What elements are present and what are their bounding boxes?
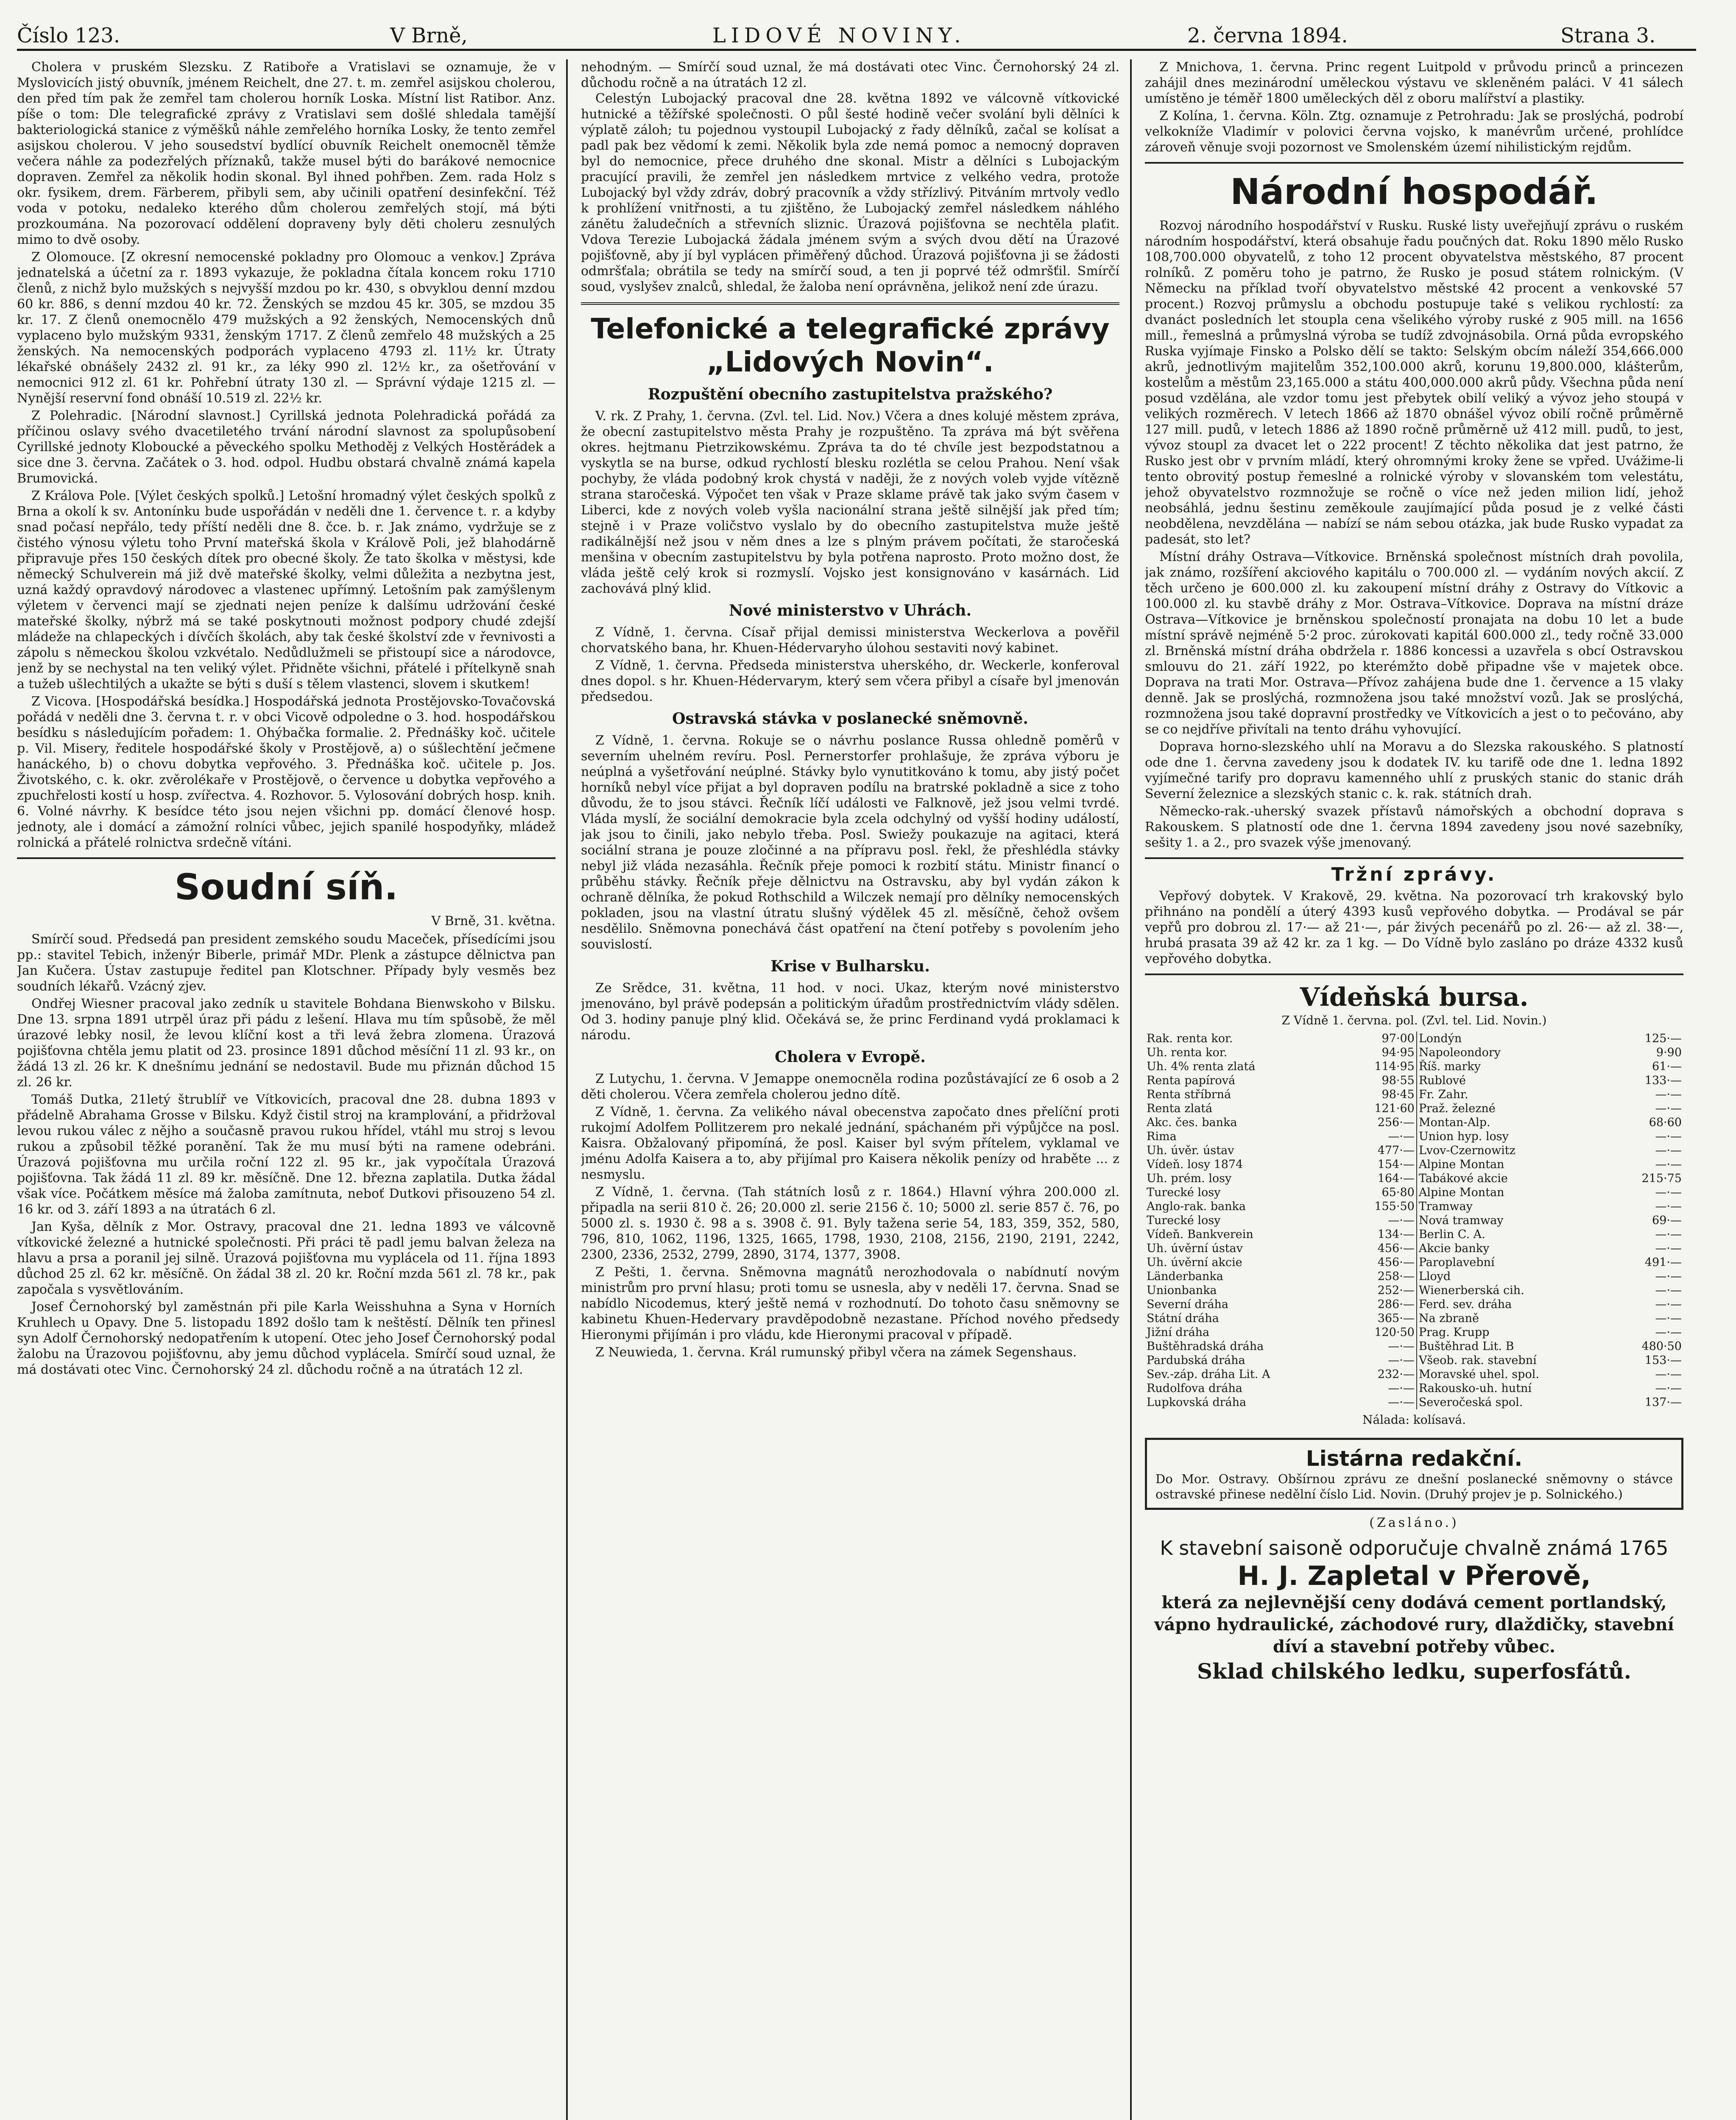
column-1 <box>17 59 555 2120</box>
stock-name: Vídeň. losy 1874 <box>1147 1158 1243 1171</box>
section-divider <box>1145 857 1683 859</box>
stock-price: 252·— <box>1347 1283 1417 1297</box>
stock-name: Tramway <box>1418 1200 1473 1213</box>
stock-row <box>1145 1353 1683 1367</box>
stock-name: Berlin C. A. <box>1418 1228 1485 1241</box>
advertisement-text: která za nejlevnější ceny dodává cement portlandský, vápno hydraulické, záchodové rury, dlaždičky, stavební díví a stavební potřeby vůbec. <box>1154 1593 1674 1657</box>
stock-name: Rakousko-uh. hutní <box>1418 1382 1532 1395</box>
page-number: Strana 3. <box>1560 24 1656 47</box>
section-divider <box>581 302 1119 305</box>
stock-row <box>1145 1395 1683 1409</box>
economy-article-coal: Doprava horno-slezského uhlí na Moravu a do Slezska rakouského. S platností ode dne 1. června zavedeny jsou k dodatek IV. ku tarifě ode dne 1. ledna 1892 vyjímečné tarify pro dopravu kamenného uhlí z pruských stanic do stanic dráh Severní železnice a slezských stanic c. k. rak. státních drah. <box>1145 739 1683 801</box>
court-article: Ondřej Wiesner pracoval jako zedník u stavitele Bohdana Bienwskoho v Bilsku. Dne 13. srpna 1891 utrpěl úraz při pádu z lešení. Hlava mu tím spůsobě, že měl úrazové lebky nosil, že levou klíční kost a tři levá žebra zlomena. Úrazová pojišťovna chtěla jemu platit od 23. prosince 1891 důchod měsíční 11 zl. 93 kr., on žádá 13 zl. 26 kr. K dnešnímu jednání se nedostavil. Bude mu přiznán důchod 15 zl. 26 kr. <box>17 996 555 1090</box>
stock-price: —·— <box>1655 1200 1682 1213</box>
section-divider <box>17 857 555 859</box>
stock-row <box>1145 1339 1683 1353</box>
stock-row <box>1145 1283 1683 1297</box>
headline-bulgaria: Krise v Bulharsku. <box>770 957 930 975</box>
stock-row <box>1145 1297 1683 1311</box>
stock-row <box>1145 1116 1683 1130</box>
stock-name: Akcie banky <box>1418 1242 1490 1255</box>
stock-name: Napoleondory <box>1418 1046 1501 1059</box>
issue-date: 2. června 1894. <box>1187 24 1348 47</box>
stock-price: 232·— <box>1347 1367 1417 1381</box>
stock-price: 477·— <box>1347 1144 1417 1158</box>
stock-name: Pardubská dráha <box>1147 1354 1245 1367</box>
court-article: Josef Černohorský byl zaměstnán při pile Karla Weisshuhna a Syna v Horních Kruhlech u Opavy. Dne 5. listopadu 1892 došlo tam k neštěstí. Dělník ten přinesl syn Adolf Černohorský nedopatřením k utopení. Otec jeho Josef Černohorský podal žalobu na Úrazovou pojišťovnu, aby jemu důchod vyplácela. Smírčí soud uznal, že má dostávati otec Vinc. Černohorský 24 zl. důchodu ročně a na útratách 12 zl. <box>17 1300 555 1377</box>
stock-name: Praž. železné <box>1418 1102 1496 1115</box>
article-continuation: nehodným. — Smírčí soud uznal, že má dostávati otec Vinc. Černohorský 24 zl. důchodu ročně a na útratách 12 zl. <box>581 60 1119 90</box>
stock-name: Uh. úvěrní akcie <box>1147 1256 1242 1269</box>
stock-name: Lupkovská dráha <box>1147 1396 1247 1409</box>
stock-name: Rublové <box>1418 1074 1466 1087</box>
stock-price: 134·— <box>1347 1227 1417 1241</box>
stock-price: —·— <box>1347 1353 1417 1367</box>
stock-price: —·— <box>1655 1158 1682 1171</box>
stock-row <box>1145 1186 1683 1199</box>
stock-name: Rudolfova dráha <box>1147 1382 1242 1395</box>
stock-price: —·— <box>1655 1228 1682 1241</box>
stock-price: 68·60 <box>1649 1116 1682 1129</box>
headline-ostrava-strike: Ostravská stávka v poslanecké sněmovně. <box>672 710 1028 728</box>
stock-row <box>1145 1367 1683 1381</box>
headline-prague: Rozpuštění obecního zastupitelstva pražského? <box>648 385 1053 403</box>
stock-name: Rak. renta kor. <box>1147 1032 1233 1045</box>
stock-price: 491·— <box>1644 1256 1682 1269</box>
mailbox-title: Listárna redakční. <box>1306 1446 1523 1471</box>
column-divider <box>566 59 568 2120</box>
stock-price: 114·95 <box>1347 1060 1417 1074</box>
stock-price: 133·— <box>1644 1074 1682 1087</box>
stock-price: 153·— <box>1644 1354 1682 1367</box>
stock-price: 97·00 <box>1347 1032 1417 1046</box>
telegram-cologne: Z Kolína, 1. června. Köln. Ztg. oznamuje z Petrohradu: Jak se proslýchá, podrobí velkokníže Vladimír v polovici června vojsko, k manévrům určené, prohlídce zároveň věnuje svoji pozornost ve Smolenském území nihilistickým rejdům. <box>1145 109 1683 155</box>
headline-hungary: Nové ministerstvo v Uhrách. <box>729 602 971 619</box>
stock-price: 456·— <box>1347 1255 1417 1269</box>
stock-price: —·— <box>1347 1213 1417 1227</box>
stock-row <box>1145 1241 1683 1255</box>
stock-price: —·— <box>1655 1242 1682 1255</box>
market-report: Vepřový dobytek. V Krakově, 29. května. Na pozorovací trh krakovský bylo přihnáno na pondělí a úterý 4393 kusů vepřového dobytka. — Prodával se pár vepřů pro dobrou zl. 17·— až 21·—, pár živých pecenářů po zl. 26·— až zl. 38·—, hrubá prasata 39 až 42 kr. za 1 kg. — Do Vídně bylo zasláno po dráze 4332 kusů vepřového dobytka. <box>1145 889 1683 966</box>
stock-price: 155·50 <box>1347 1199 1417 1213</box>
telegram-prague: V. rk. Z Prahy, 1. června. (Zvl. tel. Lid. Nov.) Včera a dnes kolujé městem zpráva, že obecní zastupitelstvo města Prahy je rozpuštěno. Ta zpráva má být svěřena okres. hejtmanu Pietrzikowskému. Zpráva ta do té chvíle jest bezpodstatnou a vyskytla se na burse, odkud rychlostí blesku rozlétla se celou Prahou. Není však pochyby, že vláda podobný krok chystá v naději, že z nových voleb vyjde vítězně strana staročeská. Výpočet ten však v Praze sklame právě tak jako svým časem v Liberci, kde z nových voleb vyšla nacionální strana ještě silnější jak před tím; stejně i v Praze voličstvo vyslalo by do obecního zastupitelstva muže ještě radikálnější než jsou v něm dnes a lze s plným právem počítati, že staročeská menšina v obecním zastupitelstvu by byla potřena naprosto. Proto možno dost, že vláda ještě celý krok si rozmyslí. Vojsko jest konsignováno v kasárnách. Lid zachovává plný klid. <box>581 409 1119 596</box>
market-mood: Nálada: kolísavá. <box>1362 1413 1466 1427</box>
stock-name: Renta stříbrná <box>1147 1088 1231 1101</box>
stock-price: —·— <box>1655 1326 1682 1339</box>
advertisement-intro: K stavební saisoně odporučuje chvalně známá 1765 <box>1160 1537 1669 1559</box>
stock-name: Prag. Krupp <box>1418 1326 1490 1339</box>
stock-price: 215·75 <box>1641 1172 1682 1185</box>
stock-row <box>1145 1144 1683 1158</box>
stock-name: Akc. čes. banka <box>1147 1116 1237 1129</box>
stock-name: Union hyp. losy <box>1418 1130 1509 1143</box>
stock-row <box>1145 1311 1683 1325</box>
stock-row <box>1145 1199 1683 1213</box>
issue-number: Číslo 123. <box>17 24 120 47</box>
stock-price: —·— <box>1655 1270 1682 1283</box>
telegram-munich: Z Mnichova, 1. června. Princ regent Luitpold v průvodu princů a princezen zahájil dnes mezinárodní uměleckou výstavu ve skleněném paláci. V 41 sálech umístěno je téměř 1800 uměleckých děl z oboru malířství a plastiky. <box>1145 60 1683 106</box>
newspaper-page <box>17 13 1696 2120</box>
section-title-market: Tržní zprávy. <box>1331 864 1497 885</box>
stock-name: Turecké losy <box>1147 1214 1221 1227</box>
section-divider <box>1145 974 1683 975</box>
city: V Brně, <box>390 24 468 47</box>
telegram-lottery: Z Vídně, 1. června. (Tah státních losů z r. 1864.) Hlavní výhra 200.000 zl. připadla na serii 810 č. 26; 20.000 zl. serie 2156 č. 10; 5000 zl. serie 857 č. 76, po 5000 zl. s. 1930 č. 98 a s. 3908 č. 91. Byly tažena serie 54, 183, 359, 352, 580, 796, 810, 1062, 1196, 1325, 1665, 1798, 1930, 2108, 2156, 2190, 2191, 2242, 2300, 2336, 2532, 2799, 2890, 3174, 1377, 3908. <box>581 1185 1119 1262</box>
stock-name: Lvov-Czernowitz <box>1418 1144 1516 1157</box>
stock-name: Severní dráha <box>1147 1298 1228 1311</box>
stock-row <box>1145 1325 1683 1339</box>
stock-price: 65·80 <box>1347 1186 1417 1199</box>
stock-name: Paroplavební <box>1418 1256 1495 1269</box>
stock-name: Tabákové akcie <box>1418 1172 1508 1185</box>
economy-article-railway: Místní dráhy Ostrava—Vítkovice. Brněnská společnost místních drah povolila, jak známo, rozšíření akciového kapitálu o 700.000 zl. — vydáním nových akcií. Z těch určeno je 600.000 zl. ku zakoupení místní dráhy z Ostravy do Vítkovic a 100.000 zl. ku stavbě dráhy z Mor. Ostrava–Vítkovice. Doprava na místní dráze Ostrava—Vítkovice je brněnskou společností pronajata na dobu 10 let a bude místní správě nejméně 5·2 proc. zúrokovati kapitál 600.000 zl., tedy ročně 33.000 zl. Brněnská místní dráha obdržela r. 1886 koncessi a uzavřela s obcí Ostravskou smlouvu do 21. září 1922, po kterémžto době připadne vše v majetek obce. Doprava na trati Mor. Ostrava—Přívoz zahájena bude dne 1. července a 15 vlaky denně. Jak se proslýchá, rozmnožena jsou také množství vozů. Jak se proslýchá, rozmnožena jsou také dopravní prostředky ve Vítkovicích a jest o to pečováno, aby se co nejdříve přivítali na tento dráhu vyhovující. <box>1145 550 1683 737</box>
stock-name: Uh. úvěrní ústav <box>1147 1242 1243 1255</box>
section-title-court: Soudní síň. <box>174 866 398 908</box>
stock-price: —·— <box>1347 1339 1417 1353</box>
stock-price: 480·50 <box>1641 1340 1682 1353</box>
stock-name: Alpine Montan <box>1418 1186 1504 1199</box>
mailbox-text: Do Mor. Ostravy. Obšírnou zprávu ze dnešní poslanecké sněmovny o stávce ostravské přinese nedělní číslo Lid. Novin. (Druhý projev je p. Solnického.) <box>1155 1472 1673 1501</box>
telegram-hungary: Z Vídně, 1. června. Předseda ministerstva uherského, dr. Weckerle, konferoval dnes dopol. s hr. Khuen-Hédervarym, který sem včera přibyl a císaře byl jmenován předsedou. <box>581 658 1119 704</box>
telegram-hungary: Z Vídně, 1. června. Císař přijal demissi ministerstva Weckerlova a pověřil chorvatského bana, hr. Khuen-Hédervaryho úlohou sestaviti nový kabinet. <box>581 625 1119 656</box>
article-olomouc: Z Olomouce. [Z okresní nemocenské pokladny pro Olomouc a venkov.] Zpráva jednatelská a účetní za r. 1893 vykazuje, že pokladna čítala koncem roku 1710 členů, z nichž bylo mužských s nejvyšší mzdou po kr. 430, s obvyklou denní mzdou 60 kr. 886, s denní mzdou 40 kr. 72. Ženských se mzdou 45 kr. 305, se mzdou 35 kr. 17. Z členů onemocnělo 479 mužských a 92 ženských, Nemocenských dnů vyplaceno bylo mužským 9331, ženským 1717. Z členů zemřelo 48 mužských a 25 ženských. Na nemocenských podporách vyplaceno 4793 zl. 11½ kr. Útraty lékařské obnášely 2432 zl. 91 kr., za léky 990 zl. 12½ kr., za ošetřování v nemocnici 912 zl. 61 kr. Pohřební útraty 130 zl. — Správní výdaje 1215 zl. — Nynější reservní fond obnáší 10.519 zl. 22½ kr. <box>17 250 555 406</box>
telegram-cholera: Z Lutychu, 1. června. V Jemappe onemocněla rodina pozůstávající ze 6 osob a 2 děti cholerou. Včera zemřela cholerou jedno dítě. <box>581 1071 1119 1102</box>
court-article: Jan Kyša, dělník z Mor. Ostravy, pracoval dne 21. ledna 1893 ve válcovně vítkovické železné a hutnické společnosti. Při práci tě padl jemu balvan železa na hlavu a prsa a poranil jej silně. Úrazová pojišťovna mu vyplácela od 11. října 1893 důchod 25 zl. 62 kr. měsíčně. On žádal 38 zl. 20 kr. Roční mzda 561 zl. 78 kr., pak započala s vysvětlováním. <box>17 1219 555 1297</box>
newspaper-title: LIDOVÉ NOVINY. <box>712 24 966 47</box>
stock-price: 154·— <box>1347 1158 1417 1172</box>
stock-row <box>1145 1060 1683 1074</box>
economy-article-ports: Německo-rak.-uherský svazek přístavů námořských a obchodní doprava s Rakouskem. S platností ode dne 1. června 1894 zavedeny jsou nové sazebníky, sešity 1. a 2., pro svazek výše jmenovaný. <box>1145 804 1683 850</box>
stock-name: Buštěhradská dráha <box>1147 1340 1264 1353</box>
stock-name: Turecké losy <box>1147 1186 1221 1199</box>
stock-price: —·— <box>1655 1186 1682 1199</box>
stock-name: Unionbanka <box>1147 1284 1217 1297</box>
stock-name: Říš. marky <box>1418 1060 1481 1073</box>
stock-price: —·— <box>1655 1368 1682 1381</box>
stock-row <box>1145 1255 1683 1269</box>
stock-row <box>1145 1074 1683 1088</box>
stock-row <box>1145 1381 1683 1395</box>
stock-price: —·— <box>1655 1144 1682 1157</box>
telegram-ostrava-strike: Z Vídně, 1. června. Rokuje se o návrhu poslance Russa ohledně poměrů v severním uhelném revíru. Posl. Pernerstorfer prohlašuje, že zpráva výboru je neúplná a vyšetřování neúplné. Stávky bylo vynutitkováno k tomu, aby jistý počet horníků nebyl více přijat a byl dopraven podílu na bratrské pokladně a sice z toho důvodu, že to jsou stávci. Řečník líčí události ve Falknově, jež jsou velmi tvrdé. Vláda myslí, že sociální demokracie byla zcela odchylný od vyšší hodiny událostí, jak jsou to činili, jako nebylo třeba. Posl. Swiežy poukazuje na agitaci, která sociální strana je pouze zločinné a na přípravu posl. řekl, že přeshlédla stávky nebyl již vláda nezasáhla. Řečník přeje pomoci k rozbití státu. Ministr financí o průběhu stávky. Řečník přeje dělnictvu na Ostravsku, aby byl vydán zákon k ochraně dělníka, že pokud Rothschild a Wilczek nemají pro dělníky nemocenských pokladen, jsou na vlastní útratu slušný výdělek 45 zl. měsíčně, čehož ovšem nesdělilo. Sněmovna ponechává část opatření na čtení potřeby s povolením jeho souvislostí. <box>581 733 1119 952</box>
article-vicov: Z Vicova. [Hospodářská besídka.] Hospodářská jednota Prostějovsko-Tovačovská pořádá v neděli dne 3. června t. r. v obci Vicově odpoledne o 3. hod. hospodářskou besídku s následujícím pořadem: 1. Ohýbačka formalie. 2. Přednášky koč. učitele p. Vil. Misery, ředitele hospodářské školy v Prostějově, a) o súšlechtění ječmene hanáckého, b) o chovu dobytka vepřového. 3. Přednáška koč. učitele p. Jos. Životského, c. k. okr. zvěrolékaře v Prostějově, o července u dobytka vepřového a zpuchřelosti kostí u hosp. zvířectva. 4. Rozhovor. 5. Vylosování dobrých hosp. knih. 6. Volné návrhy. K besídce této jsou nejen všichni pp. domácí členové hosp. jednoty, ale i domácí a zámožní rolníci vůbec, jejich spanilé hospodyňky, mládež rolnická a přátelé rolnictva srdečně vítáni. <box>17 694 555 850</box>
stock-price: —·— <box>1347 1395 1417 1409</box>
column-3 <box>1145 59 1683 2120</box>
stock-price: 456·— <box>1347 1241 1417 1255</box>
court-article: Tomáš Dutka, 21letý štrublíř ve Vítkovicích, pracoval dne 28. dubna 1893 v přádelně Abrahama Grosse v Bilsku. Když čistil stroj na kramplování, a přidržoval levou rukou válec z nějho a současně pravou rukou hřídel, vtáhl mu stroj s levou rukou a způsobil těžké poranění. Tak že mu musí býti na ramene odebráni. Úrazová pojišťovna mu určila roční 122 zl. 95 kr., jak vypočítala Úrazová pojišťovna. Tak žádá 11 zl. 89 kr. měsíčně. Dne 12. března zaplatila. Dutka žádal však více. Počátkem měsíce má žaloba zamítnuta, neboť Dutkovi přisouzeno 54 zl. 16 kr. od 3. září 1893 a na útratách 6 zl. <box>17 1092 555 1217</box>
stock-price: 137·— <box>1644 1396 1682 1409</box>
stock-name: Wienerberská cih. <box>1418 1284 1524 1297</box>
economy-article-russia: Rozvoj národního hospodářství v Rusku. Ruské listy uveřejňují zprávu o ruském národním hospodářství, která obsahuje řadu poučných dat. Roku 1890 mělo Rusko 108,700.000 obyvatelů, z toho 12 procent obyvatelstva městského, 87 procent rolníků. Z poměru toho je patrno, že Rusko je posud státem rolnickým. (V Německu na příklad tvoří obyvatelstvo městské 42 procent a venkovské 57 procent.) Rozvoj průmyslu a obchodu postupuje také s velikou rychlostí: za dvanáct posledních let stoupla cena všelikého výroby ruské z 905 mill. na 1656 mill., řemeslná a průmyslná výroba se tudíž zdvojnásobila. Orná půda evropského Ruska vyjímaje Finsko a Polsko dělí se takto: Selským obcím náleží 354,666.000 akrů, jednotlivým majitelům 352,100.000 akrů, korunu 19,800.000, klášterům, kostelům a městům 23,165.000 a státu 400,000.000 akrů půdy. Všechna půda není posud vzdělána, ale vzdor tomu jest přebytek obilí veliký a vývoz jeho stoupá v velikých rozměrech. V letech 1866 až 1870 obnášel vývoz obilí ročně průměrně 127 mill. pudů, v letech 1886 až 1890 ročně průměrně už 412 mill. pudů, to jest, vývoz stoupl za dvacet let o 222 procent! Z těchto několika dat jest patrno, že Rusko jest obr v prvním mládí, který ohromnými kroky žene se vpřed. Uvážime-li tento obrovitý postup řemeslné a rolnické výroby v slovanském tom velestátu, jehož obyvatelstvo rozmnožuje se ročně o více než jeden milion lidí, jehož neobsáhlá, jednu šestinu zeměkoule zaujímající půda posud je z velké části neobdělena, nevzdělána — nabízí se nám sebou otázka, jak bude Rusko vypadat za padesát, sto let? <box>1145 218 1683 547</box>
stock-price: 9·90 <box>1656 1046 1682 1059</box>
headline-cholera-europe: Cholera v Evropě. <box>775 1048 926 1066</box>
stock-name: Buštěhrad Lit. B <box>1418 1340 1514 1353</box>
stock-name: Anglo-rak. banka <box>1147 1200 1246 1213</box>
stock-row <box>1145 1158 1683 1172</box>
stock-price: 258·— <box>1347 1269 1417 1283</box>
section-title-telegrams: Telefonické a telegrafické zprávy „Lidových Novin“. <box>591 312 1110 378</box>
stock-name: Fr. Zahr. <box>1418 1088 1468 1101</box>
court-article: Celestýn Lubojacký pracoval dne 28. května 1892 ve válcovně vítkovické hutnické a těžířské společnosti. O půl šesté hodině večer svolání byli dělníci k výplatě záloh; tu pojednou vystoupil Lubojacký z řady dělníků, začal se kolísat a padl pak bez vědomí k zemi. Několik byla zde nemá pomoc a nemocný dopraven byl do nemocnice, přece druhého dne skonal. Mistr a dělníci s Lubojackým pracující pravili, že zemřel jen následkem mrtvice z velkého vedra, protože Lubojacký byl vždy zdráv, dobrý pracovník a vždy střízlivý. Pitváním mrtvoly vedlo k prohlížení vnitřnosti, a tu zjištěno, že Lubojacký zemřel následkem náhlého zánětu žaludečních a střevních sliznic. Úrazová pojišťovna se nechtěla plaťit. Vdova Terezie Lubojacká žádala jménem svým a svých dvou dětí na Úrazové pojišťovně, aby jí byl vyplácen přiměřený důchod. Úrazová pojišťovna ji se žádosti odmršťala; obrátila se tedy na smírčí soud, a ten ji poprvé též odmršťil. Smírčí soud, vyslyšev znalců, shledal, že žaloba není oprávněna, jelikož není zde úrazu. <box>581 91 1119 294</box>
stock-price: —·— <box>1655 1284 1682 1297</box>
stock-exchange-dateline: Z Vídně 1. června. pol. (Zvl. tel. Lid. Novin.) <box>1281 1013 1547 1027</box>
article-cholera-silesia: Cholera v pruském Slezsku. Z Ratiboře a Vratislavi se oznamuje, že v Myslovicích jistý obuvník, jménem Reichelt, dne 27. t. m. zemřel asijskou cholerou, den před tím pak že zemřel tam cholerou horník Loska. Místní list Ratibor. Anz. píše o tom: Dle telegrafické zprávy z Vratislavi sem došlé shledala tamější bakteriologická stanice z výměšků náhle zemřelého horníka Losky, že tento zemřel asijskou cholerou. V jeho sousedství bydlící obuvník Reichelt onemocněl těmže večera náhle za podezřelých příznaků, takže musel býti do barákové nemocnice dopraven. Zemřel za několik hodin skonal. Byl ihned pohřben. Zem. rada Holz s okr. fysikem, drem. Färberem, přibyli sem, aby učinili opatření desinfekční. Též voda v potoku, nedaleko kterého dům cholerou zemřelých stojí, má býti prozkoumána. Na pozorovací oddělení dopraveny byly děti choleru zesnulých mimo to dvě osoby. <box>17 60 555 247</box>
stock-name: Alpine Montan <box>1418 1158 1504 1171</box>
telegram-neuwied: Z Neuwieda, 1. června. Král rumunský přibyl včera na zámek Segenshaus. <box>595 1345 1077 1360</box>
stock-price: —·— <box>1655 1298 1682 1311</box>
stock-price: 98·55 <box>1347 1074 1417 1088</box>
stock-row <box>1145 1130 1683 1144</box>
section-title-economy: Národní hospodář. <box>1230 171 1598 212</box>
stock-row <box>1145 1227 1683 1241</box>
stock-price: —·— <box>1347 1130 1417 1144</box>
stock-price: 69·— <box>1652 1214 1682 1227</box>
stock-name: Vídeň. Bankverein <box>1147 1228 1253 1241</box>
stock-name: Na zbraně <box>1418 1312 1479 1325</box>
stock-name: Uh. prém. losy <box>1147 1172 1232 1185</box>
stock-price: 121·60 <box>1347 1102 1417 1116</box>
stock-name: Uh. 4% renta zlatá <box>1147 1060 1256 1073</box>
court-article: Smírčí soud. Předsedá pan president zemského soudu Maceček, přísedícími jsou pp.: stavitel Tebich, inženýr Biberle, primář MDr. Plenk a zástupce dělnictva pan Jan Kučera. Ústav zastupuje ředitel pan Klotschner. Případy byly vesměs bez soudních lékařů. Vzácný zjev. <box>17 932 555 994</box>
stock-price: —·— <box>1347 1381 1417 1395</box>
stock-name: Renta papírová <box>1147 1074 1236 1087</box>
advertiser-name: H. J. Zapletal v Přerově, <box>1237 1560 1591 1591</box>
stock-price: —·— <box>1655 1102 1682 1115</box>
stock-price: 120·50 <box>1347 1325 1417 1339</box>
stock-row <box>1145 1032 1683 1046</box>
advertisement-tagline: Sklad chilského ledku, superfosfátů. <box>1197 1659 1631 1684</box>
stock-name: Londýn <box>1418 1032 1462 1045</box>
article-kralovo-pole: Z Králova Pole. [Výlet českých spolků.] Letošní hromadný výlet českých spolků z Brna a okolí k sv. Antonínku bude uspořádán v neděli dne 1. července t. r. a kdyby snad počasí nepřálo, tedy příští neděli dne 8. čce. b. r. Jak známo, vydržuje se z čistého výnosu výletu toho První mateřská škola v Králově Poli, jež blahodárně připravuje přes 150 českých dítek pro obecné školy. Že tato školka v městysi, kde německý Schulverein má již dvě mateřské školky, velmi důležita a nezbytna jest, uzná každý opravdový národovec a vlastenec upřímný. Letošním pak zamýšlenym výletem v červenci mají se zjednati nejen peníze k dalšímu udržování české mateřské školky, nýbrž má se také poskytnouti možnost podpory chudé zdejší mládeže na chlapeckých i dívčích školách, aby tak české školství zde v řevnivosti a zápolu s německou školou vzkvétalo. Nedůdlužmeli se přistoupí sice a národovce, jenž by se nechystal na ten veliký výlet. Přidněte všichni, přátelé i přítelkyně snah a tužeb ušlechtilých a ukažte se býti s duší s tělem vlastenci, slovem i skutkem! <box>17 488 555 692</box>
stock-price: —·— <box>1655 1130 1682 1143</box>
section-divider <box>1145 162 1683 164</box>
stock-price: —·— <box>1655 1312 1682 1325</box>
stock-price: 286·— <box>1347 1297 1417 1311</box>
stock-price: —·— <box>1655 1382 1682 1395</box>
telegram-bulgaria: Ze Srědce, 31. května, 11 hod. v noci. Ukaz, kterým nové ministerstvo jmenováno, byl právě podepsán a politickým úřadům prostřednictvím vlády sdělen. Od 3. hodiny panuje plný klid. Očekává se, že princ Ferdinand vydá proklamaci k národu. <box>581 981 1119 1043</box>
dateline: V Brně, 31. května. <box>431 914 555 929</box>
stock-name: Všeob. rak. stavební <box>1418 1354 1537 1367</box>
stock-price: 365·— <box>1347 1311 1417 1325</box>
telegram-vienna: Z Vídně, 1. června. Za velikého nával obecenstva započato dnes přelíční proti rukojmí Adolfem Pollitzerem pro nekalé jednání, spáchaném při výpůjčce na posl. Kaisra. Obžalovaný připomíná, že posl. Kaiser byl svým přítelem, vyklamal ve jménu Adolfa Kaisera a to, aby přijímal pro Kaisera několik penízy od hraběte ... z nesmyslu. <box>581 1105 1119 1182</box>
stock-row <box>1145 1213 1683 1227</box>
stock-price: —·— <box>1655 1088 1682 1101</box>
sent-in-label: (Zasláno.) <box>1369 1515 1459 1530</box>
section-title-stock-exchange: Vídeňská bursa. <box>1300 982 1529 1012</box>
stock-row <box>1145 1102 1683 1116</box>
editorial-mailbox <box>1145 1438 1683 1510</box>
stock-name: Nová tramway <box>1418 1214 1504 1227</box>
stock-name: Státní dráha <box>1147 1312 1219 1325</box>
column-2 <box>581 59 1119 2120</box>
stock-row <box>1145 1046 1683 1060</box>
column-divider <box>1130 59 1132 2120</box>
stock-name: Severočeská spol. <box>1418 1396 1523 1409</box>
stock-price: 98·45 <box>1347 1088 1417 1102</box>
telegram-pest: Z Pešti, 1. června. Sněmovna magnátů nerozhodovala o nabídnutí novým ministrům pro první hlasu; proti tomu se usnesla, aby v neděli 17. června. Snad se nabídlo Nicodemus, který ještě nemá v rozhodnutí. Do tohoto času sněmovny se kabinetu Khuen-Hedervary pravděpodobně nezastane. Příchod nového předsedy Hieronymi přijímán i pro vládu, kde Hieronymi pracoval v případě. <box>581 1265 1119 1342</box>
stock-name: Renta zlatá <box>1147 1102 1213 1115</box>
stock-price: 61·— <box>1652 1060 1682 1073</box>
stock-name: Uh. renta kor. <box>1147 1046 1228 1059</box>
stock-price: 256·— <box>1347 1116 1417 1130</box>
stock-name: Ferd. sev. dráha <box>1418 1298 1512 1311</box>
stock-name: Länderbanka <box>1147 1270 1223 1283</box>
stock-name: Lloyd <box>1418 1270 1451 1283</box>
stock-row <box>1145 1088 1683 1102</box>
stock-name: Uh. úvěr. ústav <box>1147 1144 1234 1157</box>
page-header <box>17 13 1696 51</box>
stock-name: Moravské uhel. spol. <box>1418 1368 1539 1381</box>
stock-name: Rima <box>1147 1130 1177 1143</box>
stock-name: Jižní dráha <box>1147 1326 1210 1339</box>
stock-price: 125·— <box>1644 1032 1682 1045</box>
article-polehradice: Z Polehradic. [Národní slavnost.] Cyrillská jednota Polehradická pořádá za příčinou oslavy svého dvacetiletého trvání národní slavnost za spolupůsobení Cyrillské jednoty Kloboucké a pěveckého spolku Methoděj z Velkých Hostěrádek a sice dne 3. června. Začátek o 3. hod. odpol. Hudbu obstará chvalně známá kapela Brumovická. <box>17 408 555 486</box>
stock-row <box>1145 1172 1683 1186</box>
stock-row <box>1145 1269 1683 1283</box>
stock-name: Montan-Alp. <box>1418 1116 1490 1129</box>
stock-table <box>1145 1032 1683 1409</box>
stock-name: Sev.-záp. dráha Lit. A <box>1147 1368 1270 1381</box>
stock-price: 164·— <box>1347 1172 1417 1186</box>
stock-price: 94·95 <box>1347 1046 1417 1060</box>
